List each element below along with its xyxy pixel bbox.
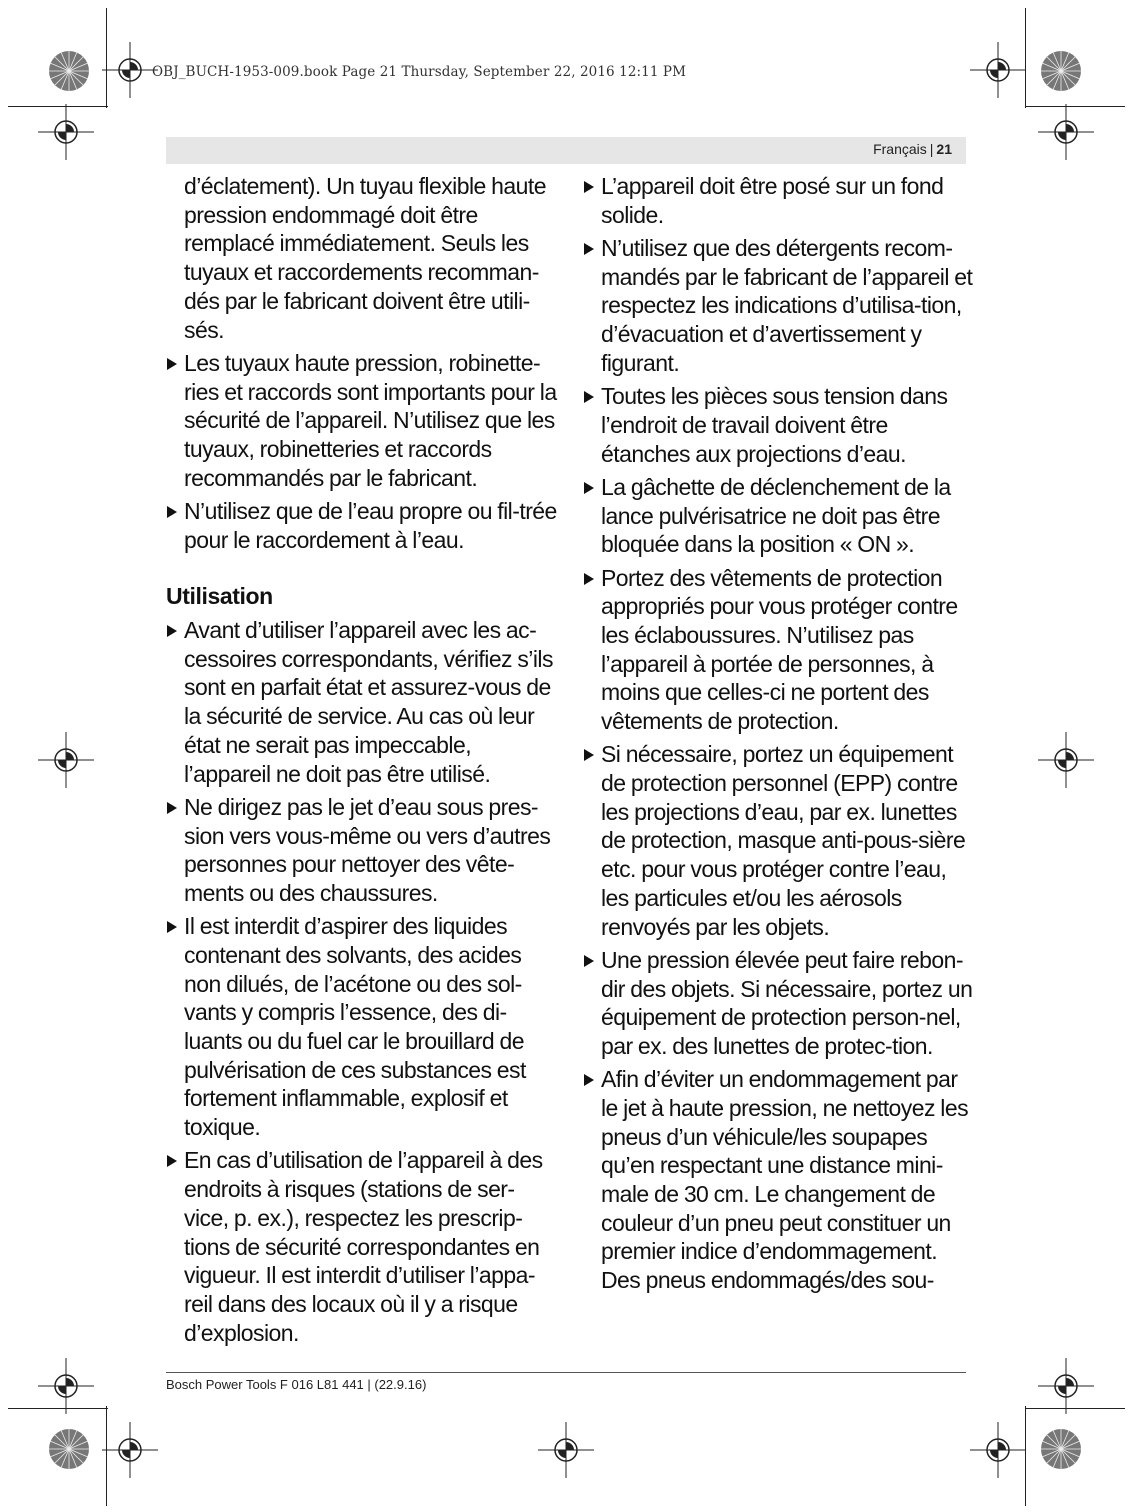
bullet-text: N’utilisez que de l’eau propre ou fil-trée pour le raccordement à l’eau. bbox=[184, 497, 557, 553]
section-heading: Utilisation bbox=[166, 583, 273, 610]
bullet-item bbox=[166, 349, 558, 493]
bullet-item bbox=[166, 912, 558, 1142]
registration-mark-icon bbox=[1038, 104, 1094, 160]
left-column bbox=[166, 172, 558, 1352]
print-info-line: OBJ_BUCH-1953-009.book Page 21 Thursday, September 22, 2016 12:11 PM bbox=[152, 64, 687, 80]
bullet-text: Si nécessaire, portez un équipement de protection personnel (EPP) contre les projections d’eau, par ex. lunettes de protection, masque anti-pous-sière etc. pour vous protéger contre l’eau, les particules et/ou les aérosols renvoyés par les objets. bbox=[601, 741, 966, 940]
bullet-item bbox=[583, 740, 975, 941]
bullet-text: Afin d’éviter un endommagement par le jet à haute pression, ne nettoyez les pneus d’un véhicule/les soupapes qu’en respectant une distance mini-male de 30 cm. Le changement de couleur d’un pneu peut constituer un premier indice d’endommagement. Des pneus endommagés/des sou- bbox=[601, 1066, 969, 1294]
bullet-text: N’utilisez que des détergents recom-mandés par le fabricant de l’appareil et respectez les indications d’utilisa-tion, d’évacuation et d’avertissement y figurant. bbox=[601, 235, 973, 376]
calibration-star-icon bbox=[1040, 1428, 1082, 1470]
bullet-arrow-icon bbox=[167, 625, 177, 637]
bullet-item bbox=[166, 616, 558, 788]
bullet-item bbox=[583, 946, 975, 1061]
bullet-arrow-icon bbox=[584, 573, 594, 585]
registration-mark-icon bbox=[1038, 732, 1094, 788]
bullet-text: Portez des vêtements de protection appropriés pour vous protéger contre les éclaboussures. N’utilisez pas l’appareil à portée de personnes, à moins que celles-ci ne portent des vêtements de protection. bbox=[601, 564, 958, 735]
bullet-text: Toutes les pièces sous tension dans l’endroit de travail doivent être étanches aux projections d’eau. bbox=[601, 383, 948, 467]
bullet-arrow-icon bbox=[584, 955, 594, 967]
bullet-item bbox=[166, 1146, 558, 1347]
bullet-item bbox=[166, 793, 558, 908]
bullet-arrow-icon bbox=[167, 358, 177, 370]
bullet-arrow-icon bbox=[167, 802, 177, 814]
registration-mark-icon bbox=[970, 1422, 1026, 1478]
calibration-star-icon bbox=[48, 1428, 90, 1470]
bullet-text: Avant d’utiliser l’appareil avec les ac-cessoires correspondants, vérifiez s’ils sont en parfait état et assurez-vous de la sécurité de service. Au cas où leur état ne serait pas impeccable, l’appareil ne doit pas être utilisé. bbox=[184, 617, 553, 787]
bullet-arrow-icon bbox=[584, 391, 594, 403]
bullet-arrow-icon bbox=[167, 506, 177, 518]
bullet-text: La gâchette de déclenchement de la lance pulvérisatrice ne doit pas être bloquée dans la position « ON ». bbox=[601, 473, 951, 558]
bullet-item bbox=[583, 234, 975, 378]
bullet-arrow-icon bbox=[584, 482, 594, 494]
bullet-item bbox=[583, 1065, 975, 1295]
registration-mark-icon bbox=[38, 732, 94, 788]
bullet-item bbox=[583, 382, 975, 468]
bullet-text: En cas d’utilisation de l’appareil à des endroits à risques (stations de ser-vice, p. ex.), respectez les prescrip-tions de sécurité correspondantes en vigueur. Il est interdit d’utiliser l’appa-reil dans des locaux où il y a risque d’explosion. bbox=[184, 1147, 543, 1346]
footer-rule bbox=[166, 1372, 966, 1373]
bullet-text: Les tuyaux haute pression, robinette-ries et raccords sont importants pour la sécurité de l’appareil. N’utilisez que les tuyaux, robinetteries et raccords recommandés par le fabricant. bbox=[184, 349, 557, 491]
registration-mark-icon bbox=[538, 1422, 594, 1478]
bullet-arrow-icon bbox=[167, 1155, 177, 1167]
bullet-text: Il est interdit d’aspirer des liquides contenant des solvants, des acides non dilués, de l’acétone ou des sol-vants y compris l’essence, des di-luants ou du fuel car le brouillard de pulvérisation de ces substances est fortement inflammable, explosif et toxique. bbox=[184, 913, 526, 1141]
page-footer: Bosch Power Tools F 016 L81 441 | (22.9.16) bbox=[166, 1377, 427, 1392]
page-header bbox=[873, 141, 952, 157]
bullet-arrow-icon bbox=[584, 181, 594, 193]
registration-mark-icon bbox=[1038, 1358, 1094, 1414]
page-number: 21 bbox=[936, 141, 952, 157]
page-header-bar bbox=[166, 137, 966, 164]
right-column bbox=[583, 172, 975, 1299]
bullet-text: L’appareil doit être posé sur un fond solide. bbox=[601, 173, 944, 228]
registration-mark-icon bbox=[102, 1422, 158, 1478]
calibration-star-icon bbox=[48, 50, 90, 92]
bullet-arrow-icon bbox=[584, 1074, 594, 1086]
header-language: Français bbox=[873, 141, 927, 157]
paragraph: d’éclatement). Un tuyau flexible haute pression endommagé doit être remplacé immédiatement. Seuls les tuyaux et raccordements recomman-dés par le fabricant doivent être utili-sés. bbox=[184, 173, 546, 343]
bullet-text: Une pression élevée peut faire rebon-dir des objets. Si nécessaire, portez un équipement de protection person-nel, par ex. des lunettes de protec-tion. bbox=[601, 946, 973, 1059]
bullet-text: Ne dirigez pas le jet d’eau sous pres-sion vers vous-même ou vers d’autres personnes pour nettoyer des vête-ments ou des chaussures. bbox=[184, 793, 551, 906]
bullet-item bbox=[583, 564, 975, 736]
registration-mark-icon bbox=[38, 104, 94, 160]
calibration-star-icon bbox=[1040, 50, 1082, 92]
bullet-item bbox=[583, 473, 975, 559]
registration-mark-icon bbox=[102, 42, 158, 98]
bullet-arrow-icon bbox=[167, 921, 177, 933]
header-separator: | bbox=[929, 141, 934, 157]
registration-mark-icon bbox=[38, 1358, 94, 1414]
bullet-item bbox=[166, 497, 558, 554]
bullet-arrow-icon bbox=[584, 749, 594, 761]
bullet-arrow-icon bbox=[584, 243, 594, 255]
bullet-item bbox=[583, 172, 975, 229]
registration-mark-icon bbox=[970, 42, 1026, 98]
